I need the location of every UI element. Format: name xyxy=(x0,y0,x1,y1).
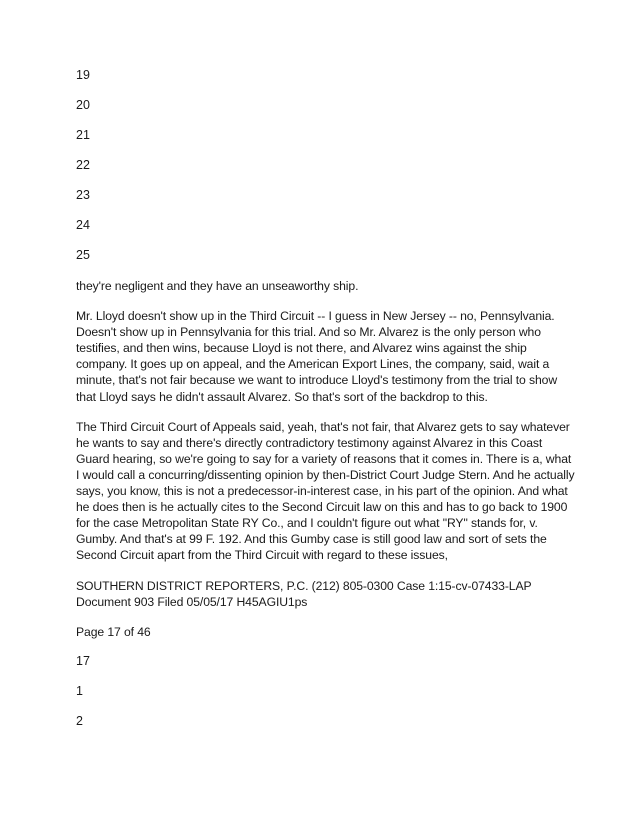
line-number: 21 xyxy=(76,128,90,142)
transcript-paragraph: they're negligent and they have an unseaworthy ship. xyxy=(76,279,359,293)
line-number: 23 xyxy=(76,188,90,202)
line-number: 2 xyxy=(76,713,83,728)
line-number: 20 xyxy=(76,98,90,112)
page-label: Page 17 of 46 xyxy=(76,624,151,639)
line-number: 24 xyxy=(76,218,90,232)
line-number: 25 xyxy=(76,248,90,262)
transcript-page xyxy=(76,68,576,744)
transcript-paragraph: The Third Circuit Court of Appeals said, yeah, that's not fair, that Alvarez gets to say whatever he wants to say and there's directly contradictory testimony against Alvarez in this Coast Guard hearing, so we're going to say for a variety of reasons that it comes in. There is a, what I would call a concurring/dissenting opinion by then-District Court Judge Stern. And he actually says, you know, this is not a predecessor-in-interest case, in his part of the opinion. And what he does then is he actually cites to the Second Circuit law on this and has to go back to 1900 for the case Metropolitan State RY Co., and I couldn't figure out what "RY" stands for, v. Gumby. And that's at 99 F. 192. And this Gumby case is still good law and sort of sets the Second Circuit apart from the Third Circuit with regard to these issues, xyxy=(76,419,575,563)
transcript-paragraph: Mr. Lloyd doesn't show up in the Third Circuit -- I guess in New Jersey -- no, Pennsylvania. Doesn't show up in Pennsylvania for this trial. And so Mr. Alvarez is the only person who testifies, and then wins, because Lloyd is not there, and Alvarez wins against the ship company. It goes up on appeal, and the American Export Lines, the company, said, wait a minute, that's not fair because we want to introduce Lloyd's testimony from the trial to show that Lloyd says he didn't assault Alvarez. So that's sort of the backdrop to this. xyxy=(76,309,558,404)
line-number: 1 xyxy=(76,683,83,698)
reporter-header-line: SOUTHERN DISTRICT REPORTERS, P.C. (212) 805-0300 Case 1:15-cv-07433-LAP Document 903 Filed 05/05/17 H45AGIU1ps xyxy=(76,578,532,609)
line-number: 17 xyxy=(76,653,90,668)
line-number: 19 xyxy=(76,68,90,82)
bottom-line-numbers xyxy=(76,654,576,729)
top-line-numbers xyxy=(76,68,576,263)
line-number: 22 xyxy=(76,158,90,172)
